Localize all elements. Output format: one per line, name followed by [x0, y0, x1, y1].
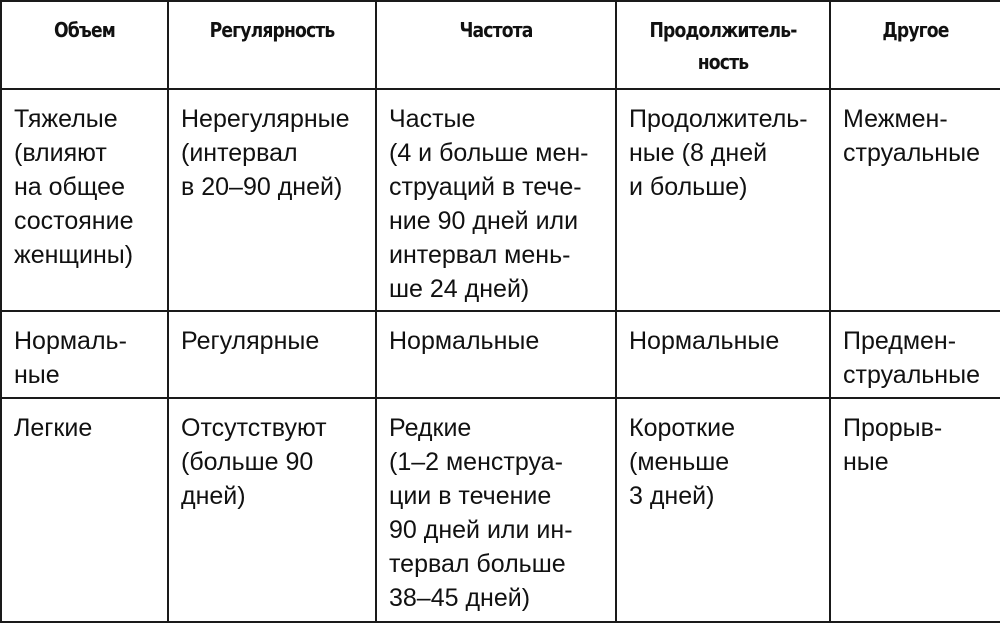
cell-text-line: и больше): [629, 173, 748, 201]
table-cell-regularity: [168, 89, 376, 311]
cell-text: [2, 399, 167, 445]
cell-text-line: 3 дней): [629, 482, 715, 510]
table-cell-frequency: [376, 398, 616, 622]
header-cell-regularity: [168, 1, 376, 89]
header-cell-duration: [616, 1, 830, 89]
cell-text: [377, 312, 615, 358]
cell-text-line: дней): [181, 482, 246, 510]
cell-text-line: Тяжелые: [14, 105, 118, 133]
table-cell-other: [830, 398, 1000, 622]
table-cell-other: [830, 89, 1000, 311]
table-cell-volume: [1, 311, 168, 398]
cell-text-line: Нормаль-: [14, 327, 127, 355]
cell-text-line: Частые: [389, 105, 476, 133]
cell-text: [617, 90, 829, 204]
cell-text: [617, 399, 829, 513]
cell-text: [831, 90, 1000, 170]
table-cell-other: [830, 311, 1000, 398]
header-cell-other: [830, 1, 1000, 89]
cell-text-line: Редкие: [389, 414, 472, 442]
cell-text-line: Прорыв-: [843, 414, 943, 442]
table-cell-regularity: [168, 311, 376, 398]
header-label-other: Другое: [882, 18, 949, 42]
header-label-regularity: Регулярность: [209, 18, 335, 42]
cell-text: [831, 312, 1000, 392]
header-label-frequency: Частота: [459, 18, 533, 42]
cell-text: [169, 312, 375, 358]
table-cell-frequency: [376, 89, 616, 311]
cell-text-line: (влияют: [14, 139, 107, 167]
header-label-volume: Объем: [53, 18, 115, 42]
cell-text-line: струальные: [843, 361, 980, 389]
header-row: [1, 1, 1000, 89]
cell-text-line: ции в течение: [389, 482, 552, 510]
cell-text-line: струаций в тече-: [389, 173, 582, 201]
cell-text-line: в 20–90 дней): [181, 173, 343, 201]
table-row: [1, 89, 1000, 311]
table-row: [1, 311, 1000, 398]
cell-text-line: (больше 90: [181, 448, 314, 476]
table-cell-regularity: [168, 398, 376, 622]
cell-text-line: ные: [843, 448, 889, 476]
cell-text-line: Короткие: [629, 414, 735, 442]
cell-text-line: тервал больше: [389, 550, 566, 578]
table-cell-volume: [1, 89, 168, 311]
cell-text: [831, 399, 1000, 479]
cell-text-line: (1–2 менструа-: [389, 448, 563, 476]
cell-text-line: Предмен-: [843, 327, 957, 355]
cell-text-line: Нормальные: [629, 327, 780, 355]
cell-text-line: (меньше: [629, 448, 730, 476]
table-cell-duration: [616, 89, 830, 311]
cell-text-line: Продолжитель-: [629, 105, 808, 133]
cell-text-line: Нерегулярные: [181, 105, 350, 133]
cell-text-line: Регулярные: [181, 327, 320, 355]
cell-text: [169, 399, 375, 513]
header-label-duration: [632, 2, 814, 78]
cell-text-line: (4 и больше мен-: [389, 139, 589, 167]
cell-text-line: Легкие: [14, 414, 93, 442]
cell-text-line: Отсутствуют: [181, 414, 327, 442]
table-cell-duration: [616, 311, 830, 398]
table-cell-frequency: [376, 311, 616, 398]
cell-text-line: женщины): [14, 241, 134, 269]
cell-text-line: 90 дней или ин-: [389, 516, 573, 544]
cell-text-line: ше 24 дней): [389, 275, 530, 303]
cell-text: [169, 90, 375, 204]
header-label-duration-line-2: ность: [697, 50, 749, 74]
cell-text: [377, 90, 615, 306]
cell-text-line: ние 90 дней или: [389, 207, 579, 235]
cell-text: [377, 399, 615, 615]
cell-text-line: ные (8 дней: [629, 139, 768, 167]
table-cell-volume: [1, 398, 168, 622]
cell-text-line: интервал мень-: [389, 241, 571, 269]
cell-text-line: (интервал: [181, 139, 298, 167]
table-row: [1, 398, 1000, 622]
header-cell-frequency: [376, 1, 616, 89]
cell-text-line: струальные: [843, 139, 980, 167]
cell-text-line: 38–45 дней): [389, 584, 531, 612]
cell-text-line: ные: [14, 361, 60, 389]
cell-text: [2, 90, 167, 272]
header-cell-volume: [1, 1, 168, 89]
cell-text: [617, 312, 829, 358]
table-cell-duration: [616, 398, 830, 622]
cell-text-line: Нормальные: [389, 327, 540, 355]
cell-text: [2, 312, 167, 392]
cell-text-line: состояние: [14, 207, 134, 235]
cell-text-line: Межмен-: [843, 105, 948, 133]
header-label-duration-line-1: Продолжитель-: [649, 18, 797, 42]
cell-text-line: на общее: [14, 173, 125, 201]
